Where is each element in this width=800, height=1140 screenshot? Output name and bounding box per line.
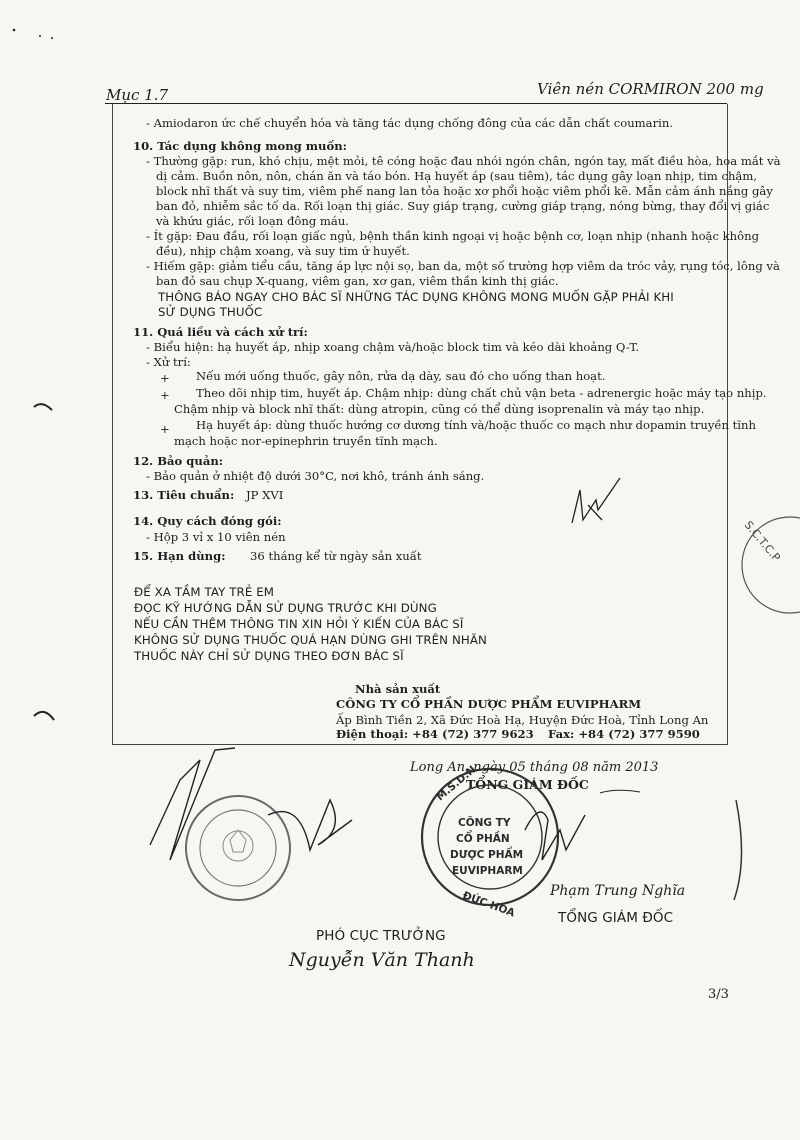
s10-notice-line: THÔNG BÁO NGAY CHO BÁC SĨ NHỮNG TÁC DỤNG KHÔNG MONG MUỐN GẶP PHẢI KHI xyxy=(158,290,674,304)
header-product-name: Viên nén CORMIRON 200 mg xyxy=(537,80,764,98)
stamp-line: CỔ PHẦN xyxy=(456,833,510,845)
section-11-heading: 11. Quá liều và cách xử trí: xyxy=(133,325,308,339)
partial-seal-right xyxy=(742,517,800,613)
deputy-signature-mark xyxy=(150,748,235,860)
manufacturer-name: CÔNG TY CỔ PHẦN DƯỢC PHẨM EUVIPHARM xyxy=(336,697,642,711)
company-round-stamp xyxy=(422,764,558,920)
svg-text:M.S.D.N: M.S.D.N xyxy=(434,763,479,804)
scan-mark xyxy=(34,712,54,720)
manufacturer-phone: Điện thoại: +84 (72) 377 9623 xyxy=(336,727,534,741)
scan-mark xyxy=(34,404,52,410)
svg-text:ĐỨC HÒA: ĐỨC HÒA xyxy=(460,889,517,920)
s10-common-line: dị cảm. Buồn nôn, nôn, chán ăn và táo bón. Hạ huyết áp (sau tiêm), tác dụng gây loạn nhịp, tim chậm, xyxy=(156,169,758,183)
bullet-plus: + xyxy=(160,371,170,385)
warning-line: ĐỂ XA TẦM TAY TRẺ EM xyxy=(134,585,275,599)
warning-line: KHÔNG SỬ DỤNG THUỐC QUÁ HẠN DÙNG GHI TRÊN NHÃN xyxy=(134,633,487,647)
s10-common-line: - Thường gặp: run, khó chịu, mệt mỏi, tê cóng hoặc đau nhói ngón chân, ngón tay, mất điều hòa, hoa mắt và xyxy=(146,154,781,168)
section-13-heading: 13. Tiêu chuẩn: xyxy=(133,488,235,502)
scan-mark xyxy=(13,29,53,39)
section-12-heading: 12. Bảo quản: xyxy=(133,454,224,468)
s10-common-line: và khứu giác, rối loạn đông máu. xyxy=(156,214,349,228)
warning-line: THUỐC NÀY CHỈ SỬ DỤNG THEO ĐƠN BÁC SĨ xyxy=(134,649,404,663)
s11-bullet-2b: Chậm nhịp và block nhĩ thất: dùng atropin, cũng có thể dùng isoprenalin và máy tạo nhịp. xyxy=(174,402,705,416)
warning-line: NẾU CẦN THÊM THÔNG TIN XIN HỎI Ý KIẾN CỦA BÁC SĨ xyxy=(134,617,464,631)
s13-body: JP XVI xyxy=(246,488,284,502)
deputy-signature-mark xyxy=(268,800,352,850)
manufacturer-address: Ấp Bình Tiền 2, Xã Đức Hoà Hạ, Huyện Đức Hoà, Tỉnh Long An xyxy=(336,713,709,727)
initials-signature xyxy=(572,478,620,523)
manufacturer-fax: Fax: +84 (72) 377 9590 xyxy=(548,727,700,741)
deputy-name: Nguyễn Văn Thanh xyxy=(289,949,475,971)
s11-bullet-1: Nếu mới uống thuốc, gây nôn, rửa dạ dày, sau đó cho uống than hoạt. xyxy=(196,369,606,383)
deputy-office-seal xyxy=(186,796,290,900)
s15-body: 36 tháng kể từ ngày sản xuất xyxy=(250,549,422,563)
amiodaron-line: - Amiodaron ức chế chuyển hóa và tăng tác dụng chống đông của các dẫn chất coumarin. xyxy=(146,116,673,130)
deputy-title: PHÓ CỤC TRƯỞNG xyxy=(316,928,446,944)
director-title: TỔNG GIÁM ĐỐC xyxy=(466,777,589,792)
stamp-line: EUVIPHARM xyxy=(452,865,523,877)
s11-treatment-label: - Xử trí: xyxy=(146,355,191,369)
s11-bullet-3a: Hạ huyết áp: dùng thuốc hướng cơ dương tính và/hoặc thuốc co mạch như dopamin truyền tĩnh xyxy=(196,418,756,432)
manufacturer-label: Nhà sản xuất xyxy=(355,682,441,696)
page-number: 3/3 xyxy=(708,987,729,1002)
warning-line: ĐỌC KỸ HƯỚNG DẪN SỬ DỤNG TRƯỚC KHI DÙNG xyxy=(134,601,437,615)
s12-body: - Bảo quản ở nhiệt độ dưới 30°C, nơi khô, tránh ánh sáng. xyxy=(146,469,485,483)
stamp-line: DƯỢC PHẨM xyxy=(450,849,524,861)
header-section-label: Mục 1.7 xyxy=(106,86,169,104)
s10-common-line: ban đỏ, nhiễm sắc tố da. Rối loạn thị giác. Suy giáp trạng, cường giáp trạng, nóng bừng, thay đổi vị giác xyxy=(156,199,770,213)
s10-uncommon-line: đều), nhịp chậm xoang, và suy tim ứ huyết. xyxy=(156,244,410,258)
bullet-plus: + xyxy=(160,388,170,402)
s10-notice-line: SỬ DỤNG THUỐC xyxy=(158,305,263,319)
section-10-heading: 10. Tác dụng không mong muốn: xyxy=(133,139,347,153)
section-14-heading: 14. Quy cách đóng gói: xyxy=(133,514,282,528)
s11-signs: - Biểu hiện: hạ huyết áp, nhịp xoang chậm và/hoặc block tim và kéo dài khoảng Q-T. xyxy=(146,340,640,354)
s10-rare-line: - Hiếm gặp: giảm tiểu cầu, tăng áp lực nội sọ, ban da, một số trường hợp viêm da tróc vảy, rụng tóc, lông và xyxy=(146,259,780,273)
section-15-heading: 15. Hạn dùng: xyxy=(133,549,226,563)
s10-rare-line: ban đỏ sau chụp X-quang, viêm gan, xơ gan, viêm thần kinh thị giác. xyxy=(156,274,559,288)
director-signature-mark xyxy=(600,790,640,793)
stamp-line: CÔNG TY xyxy=(458,817,511,829)
scan-mark xyxy=(734,800,742,900)
s11-bullet-2a: Theo dõi nhịp tim, huyết áp. Chậm nhịp: dùng chất chủ vận beta - adrenergic hoặc máy tạo nhịp. xyxy=(196,386,767,400)
bullet-plus: + xyxy=(160,422,170,436)
s14-body: - Hộp 3 vỉ x 10 viên nén xyxy=(146,530,286,544)
s10-uncommon-line: - Ít gặp: Đau đầu, rối loạn giấc ngủ, bệnh thần kinh ngoại vị hoặc bệnh cơ, loạn nhịp (nhanh hoặc không xyxy=(146,229,760,243)
director-title-below: TỔNG GIÁM ĐỐC xyxy=(558,910,674,926)
director-name: Phạm Trung Nghĩa xyxy=(550,883,686,899)
signing-date: Long An, ngày 05 tháng 08 năm 2013 xyxy=(410,760,659,775)
s10-common-line: block nhĩ thất và suy tim, viêm phế nang lan tỏa hoặc xơ phổi hoặc viêm phổi kẽ. Mẫn cảm ánh nắng gây xyxy=(156,184,773,198)
svg-text:S.C.T.C.P: S.C.T.C.P xyxy=(741,518,783,564)
s11-bullet-3b: mạch hoặc nor-epinephrin truyền tĩnh mạch. xyxy=(174,434,438,448)
